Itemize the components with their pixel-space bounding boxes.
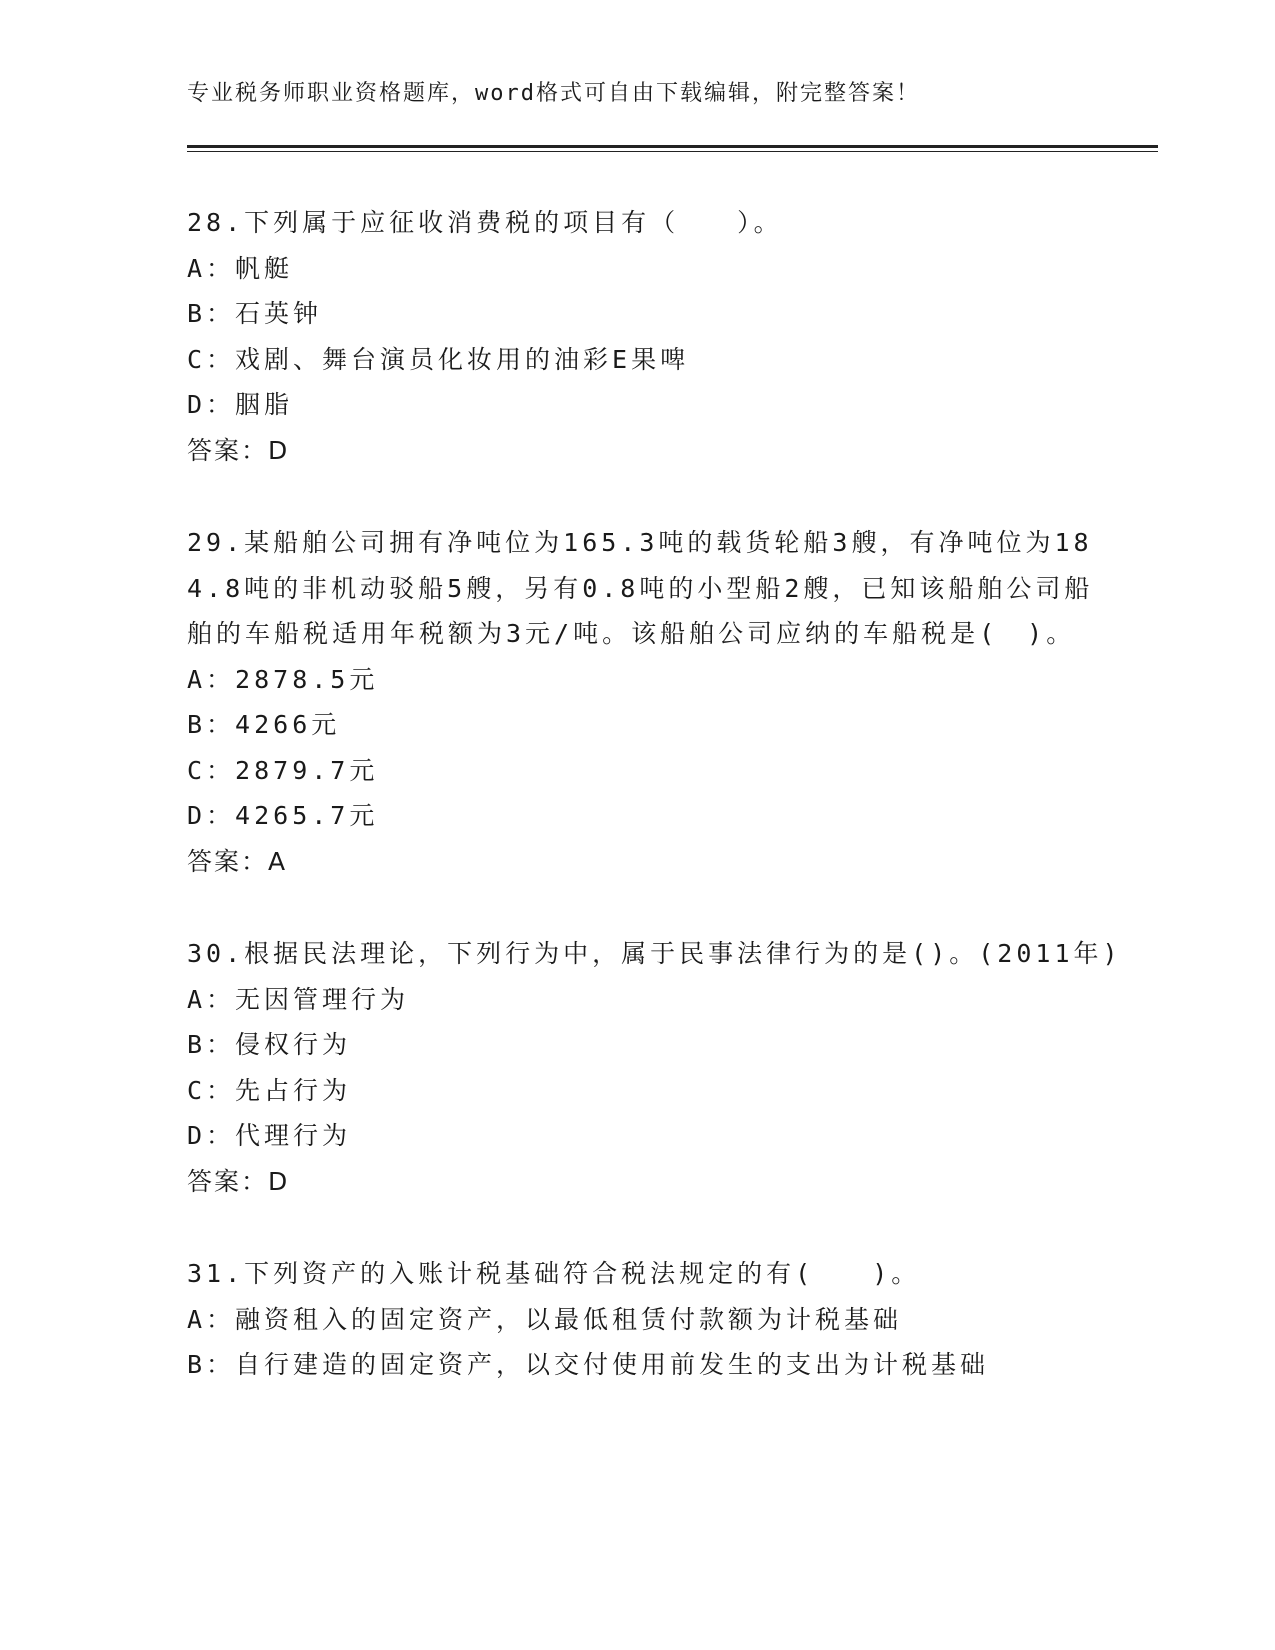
answer-line: 答案：D xyxy=(187,435,290,465)
option-b: B：侵权行为 xyxy=(187,1030,352,1059)
option-d: D：代理行为 xyxy=(187,1121,352,1150)
answer-line: 答案：A xyxy=(187,846,288,876)
question-stem: 31.下列资产的入账计税基础符合税法规定的有( )。 xyxy=(187,1259,921,1288)
question-31 xyxy=(187,1251,1097,1388)
option-a: A：无因管理行为 xyxy=(187,984,410,1014)
option-c: C：先占行为 xyxy=(187,1075,352,1105)
option-b: B：石英钟 xyxy=(187,299,323,328)
question-29 xyxy=(187,520,1097,884)
option-d: D：4265.7元 xyxy=(187,801,379,830)
option-a: A：融资租入的固定资产，以最低租赁付款额为计税基础 xyxy=(187,1304,903,1334)
option-b: B：4266元 xyxy=(187,710,341,739)
question-stem: 29.某船舶公司拥有净吨位为165.3吨的载货轮船3艘，有净吨位为184.8吨的非机动驳船5艘，另有0.8吨的小型船2艘，已知该船舶公司船舶的车船税适用年税额为3元/吨。该船舶公司应纳的车船税是( )。 xyxy=(187,528,1094,648)
option-b: B：自行建造的固定资产，以交付使用前发生的支出为计税基础 xyxy=(187,1350,990,1379)
question-30 xyxy=(187,931,1122,1204)
header-divider xyxy=(187,145,1158,152)
option-c: C：戏剧、舞台演员化妆用的油彩E果啤 xyxy=(187,344,690,374)
option-a: A：帆艇 xyxy=(187,253,294,283)
question-list xyxy=(187,200,1122,1435)
option-d: D：胭脂 xyxy=(187,390,294,419)
question-28 xyxy=(187,200,1097,473)
question-stem: 28.下列属于应征收消费税的项目有（ ）。 xyxy=(187,208,783,237)
option-a: A：2878.5元 xyxy=(187,664,379,694)
header-note: 专业税务师职业资格题库，word格式可自由下载编辑，附完整答案！ xyxy=(187,81,920,106)
answer-line: 答案：D xyxy=(187,1166,290,1196)
question-stem: 30.根据民法理论，下列行为中，属于民事法律行为的是()。(2011年) xyxy=(187,939,1122,968)
option-c: C：2879.7元 xyxy=(187,755,379,785)
